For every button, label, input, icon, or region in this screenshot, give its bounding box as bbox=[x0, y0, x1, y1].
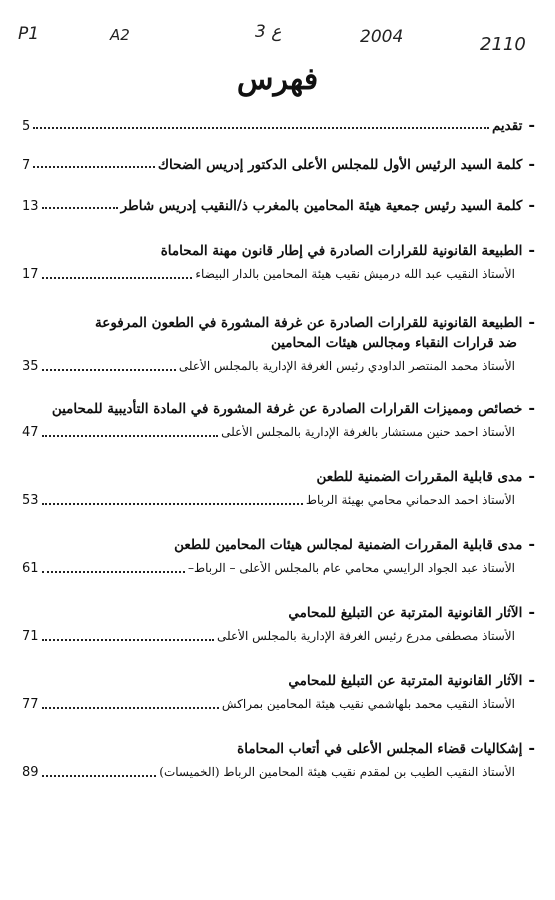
bullet-dash: - bbox=[528, 195, 535, 214]
leader-dots bbox=[33, 127, 489, 129]
toc-entry-author: الأستاذ مصطفى مدرع رئيس الغرفة الإدارية بالمجلس الأعلى bbox=[217, 629, 515, 643]
handwritten-note: ع 3 bbox=[255, 22, 282, 42]
bullet-dash: - bbox=[528, 154, 535, 173]
bullet-dash: - bbox=[528, 534, 535, 553]
toc-entry-title: خصائص ومميزات القرارات الصادرة عن غرفة المشورة في المادة التأديبية للمحامين bbox=[51, 401, 523, 417]
leader-dots bbox=[42, 277, 193, 279]
toc-entry-author: الأستاذ النقيب الطيب بن لمقدم نقيب هيئة المحامين الرباط (الخميسات) bbox=[159, 765, 515, 779]
page-number: 7 bbox=[22, 158, 31, 173]
handwritten-note: 2004 bbox=[360, 27, 404, 47]
bullet-dash: - bbox=[528, 115, 535, 134]
toc-entry bbox=[22, 154, 535, 173]
toc-entry-title: تقديم bbox=[491, 118, 523, 134]
leader-dots bbox=[42, 775, 157, 777]
page-number: 89 bbox=[22, 765, 39, 780]
toc-entry bbox=[22, 240, 535, 282]
handwritten-note: A2 bbox=[110, 26, 130, 44]
page-number: 17 bbox=[22, 267, 39, 282]
toc-entry-title-continued: ضد قرارات النقباء ومجالس هيئات المحامين bbox=[270, 335, 517, 351]
toc-entry-title: كلمة السيد رئيس جمعية هيئة المحامين بالمغرب ذ/النقيب إدريس شاطر bbox=[120, 198, 523, 214]
toc-entry bbox=[22, 398, 535, 440]
bullet-dash: - bbox=[528, 312, 535, 331]
page-number: 61 bbox=[22, 561, 39, 576]
leader-dots bbox=[42, 503, 303, 505]
toc-entry bbox=[22, 312, 535, 374]
toc-entry-title: كلمة السيد الرئيس الأول للمجلس الأعلى الدكتور إدريس الضحاك bbox=[157, 157, 523, 173]
toc-entry bbox=[22, 115, 535, 134]
leader-dots bbox=[42, 707, 219, 709]
toc-entry-author: الأستاذ احمد الدحماني محامي بهيئة الرباط bbox=[305, 493, 515, 507]
page-number: 53 bbox=[22, 493, 39, 508]
leader-dots bbox=[42, 435, 219, 437]
page-number: 71 bbox=[22, 629, 39, 644]
toc-entry-author: الأستاذ النقيب محمد بلهاشمي نقيب هيئة المحامين بمراكش bbox=[221, 697, 515, 711]
bullet-dash: - bbox=[528, 240, 535, 259]
page-number: 47 bbox=[22, 425, 39, 440]
toc-entry-title: الآثار القانونية المترتبة عن التبليغ للمحامي bbox=[288, 605, 523, 621]
bullet-dash: - bbox=[528, 738, 535, 757]
toc-entry bbox=[22, 534, 535, 576]
toc-entry-title: الآثار القانونية المترتبة عن التبليغ للمحامي bbox=[288, 673, 523, 689]
leader-dots bbox=[42, 639, 214, 641]
toc-entry bbox=[22, 466, 535, 508]
toc-entry bbox=[22, 195, 535, 214]
bullet-dash: - bbox=[528, 466, 535, 485]
leader-dots bbox=[42, 571, 185, 573]
bullet-dash: - bbox=[528, 602, 535, 621]
page-number: 77 bbox=[22, 697, 39, 712]
toc-entry-author: الأستاذ محمد المنتصر الداودي رئيس الغرفة الإدارية بالمجلس الأعلى bbox=[178, 359, 515, 373]
toc-entry-title: إشكاليات قضاء المجلس الأعلى في أتعاب المحاماة bbox=[237, 741, 523, 757]
toc-entry-title: مدى قابلية المقررات الضمنية لمجالس هيئات المحامين للطعن bbox=[174, 537, 523, 553]
handwritten-note: P1 bbox=[18, 24, 40, 44]
toc-entry-title: الطبيعة القانونية للقرارات الصادرة عن غرفة المشورة في الطعون المرفوعة bbox=[95, 315, 523, 331]
page-number: 5 bbox=[22, 119, 31, 134]
page-number: 13 bbox=[22, 199, 39, 214]
leader-dots bbox=[42, 207, 118, 209]
page-title: فهرس bbox=[236, 62, 319, 97]
handwritten-note: 2110 bbox=[480, 34, 526, 55]
toc-entry-title: مدى قابلية المقررات الضمنية للطعن bbox=[316, 469, 523, 485]
toc-entry-author: الأستاذ عبد الجواد الرايسي محامي عام بالمجلس الأعلى – الرباط– bbox=[188, 561, 515, 575]
toc-entry-author: الأستاذ النقيب عبد الله درميش نقيب هيئة المحامين بالدار البيضاء bbox=[195, 267, 515, 281]
bullet-dash: - bbox=[528, 398, 535, 417]
toc-entry bbox=[22, 738, 535, 780]
table-of-contents bbox=[22, 115, 535, 780]
leader-dots bbox=[42, 369, 176, 371]
toc-entry bbox=[22, 670, 535, 712]
toc-entry-author: الأستاذ احمد حنين مستشار بالغرفة الإدارية بالمجلس الأعلى bbox=[221, 425, 515, 439]
leader-dots bbox=[33, 166, 155, 168]
bullet-dash: - bbox=[528, 670, 535, 689]
toc-entry-title: الطبيعة القانونية للقرارات الصادرة في إطار قانون مهنة المحاماة bbox=[160, 243, 523, 259]
page-number: 35 bbox=[22, 359, 39, 374]
toc-entry bbox=[22, 602, 535, 644]
